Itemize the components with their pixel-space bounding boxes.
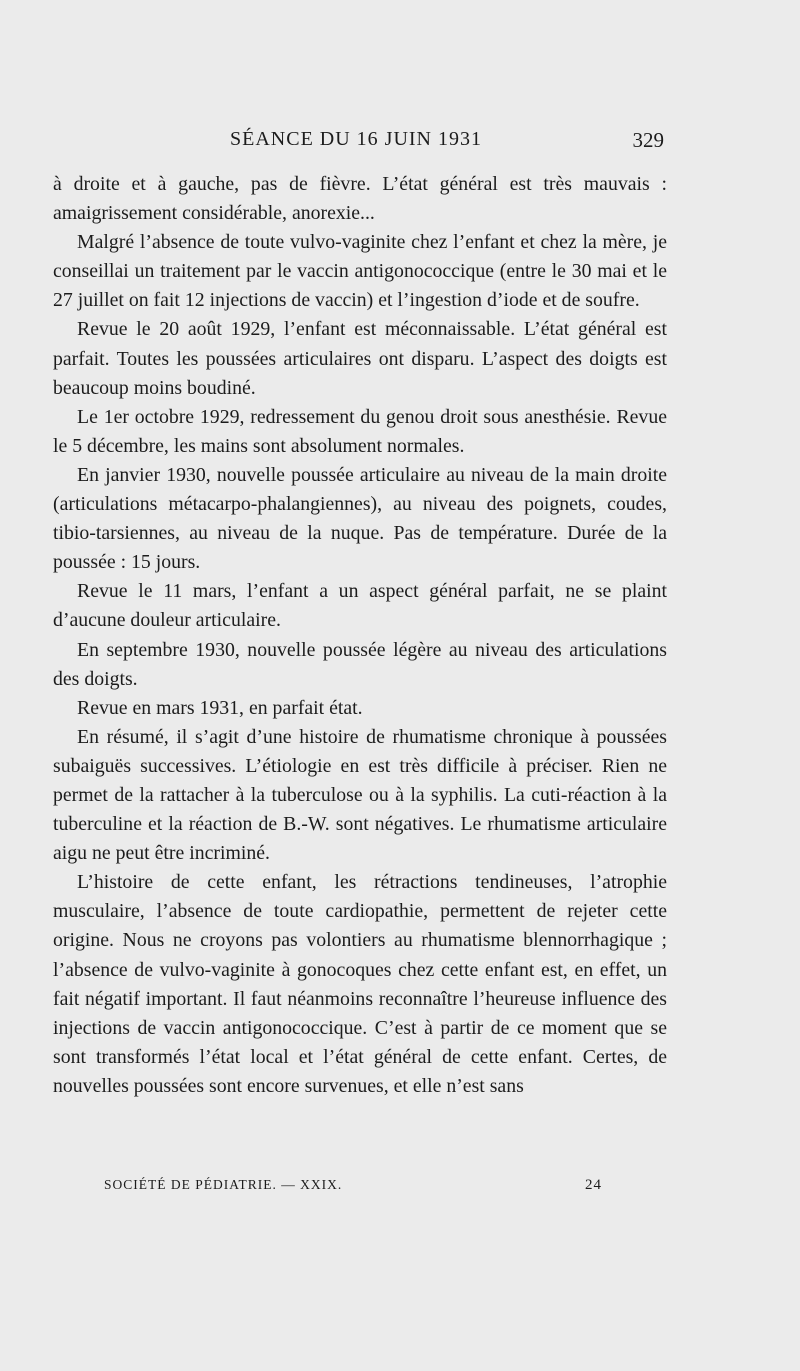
running-title: SÉANCE DU 16 JUIN 1931 — [230, 128, 482, 150]
page-number: 329 — [632, 128, 664, 152]
paragraph-3: Revue le 20 août 1929, l’enfant est méconnaissable. L’état général est parfait. Toutes les poussées articulaires ont disparu. L’aspect des doigts est beaucoup moins boudiné. — [53, 318, 667, 399]
paragraph-2: Malgré l’absence de toute vulvo-vaginite chez l’enfant et chez la mère, je conseillai un traitement par le vaccin antigonococcique (entre le 30 mai et le 27 juillet on fait 12 injections de vaccin) et l’ingestion d’iode et de soufre. — [53, 231, 667, 312]
running-head — [230, 128, 670, 158]
footer-signature-number: 24 — [585, 1177, 602, 1193]
footer-journal: SOCIÉTÉ DE PÉDIATRIE. — XXIX. — [104, 1177, 343, 1192]
paragraph-4: Le 1er octobre 1929, redressement du genou droit sous anesthésie. Revue le 5 décembre, les mains sont absolument normales. — [53, 405, 667, 457]
body-text — [53, 170, 667, 1101]
page-footer — [104, 1177, 602, 1199]
paragraph-5: En janvier 1930, nouvelle poussée articulaire au niveau de la main droite (articulations métacarpo-phalangiennes), au niveau des poignets, coudes, tibio-tarsiennes, au niveau de la nuque. Pas de température. Durée de la poussée : 15 jours. — [53, 463, 667, 574]
paragraph-9: En résumé, il s’agit d’une histoire de rhumatisme chronique à poussées subaiguës successives. L’étiologie en est très difficile à préciser. Rien ne permet de la rattacher à la tuberculose ou à la syphilis. La cuti-réaction à la tuberculine et la réaction de B.-W. sont négatives. Le rhumatisme articulaire aigu ne peut être incriminé. — [53, 725, 667, 865]
paragraph-10: L’histoire de cette enfant, les rétractions tendineuses, l’atrophie musculaire, l’absence de toute cardiopathie, permettent de rejeter cette origine. Nous ne croyons pas volontiers au rhumatisme blennorrhagique ; l’absence de vulvo-vaginite à gonocoques chez cette enfant est, en effet, un fait négatif important. Il faut néanmoins reconnaître l’heureuse influence des injections de vaccin antigonococcique. C’est à partir de ce moment que se sont transformés l’état local et l’état général de cette enfant. Certes, de nouvelles poussées sont encore survenues, et elle n’est sans — [53, 871, 667, 1097]
paragraph-6: Revue le 11 mars, l’enfant a un aspect général parfait, ne se plaint d’aucune douleur articulaire. — [53, 580, 667, 632]
paragraph-8: Revue en mars 1931, en parfait état. — [77, 696, 363, 719]
paragraph-1: à droite et à gauche, pas de fièvre. L’état général est très mauvais : amaigrissement considérable, anorexie... — [53, 173, 667, 225]
paragraph-7: En septembre 1930, nouvelle poussée légère au niveau des articulations des doigts. — [53, 638, 667, 690]
